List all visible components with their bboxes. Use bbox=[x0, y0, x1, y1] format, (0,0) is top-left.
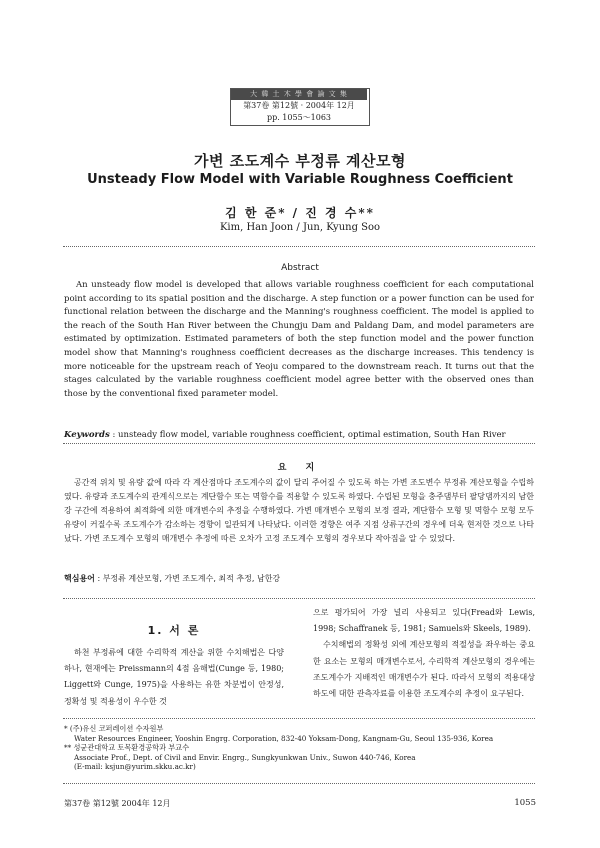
footnote-2-english: Associate Prof., Dept. of Civil and Envir. Engrg., Sungkyunkwan Univ., Suwon 440-746, Korea bbox=[74, 752, 416, 762]
footer-divider bbox=[63, 783, 535, 784]
korean-abstract-text: 공간적 위치 및 유량 값에 따라 각 계산점마다 조도계수의 값이 달리 주어질 수 있도록 하는 가변 조도변수 부정류 계산모형을 수립하였다. 유량과 조도계수의 관계식으로는 계단함수 또는 멱함수를 적용할 수 있도록 하였다. 수립된 모형을 충주댐부터 팔당댐까지의 남한강 구간에 적용하여 최적화에 의한 매개변수의 추정을 수행하였다. 가변 매개변수 모형의 보정 결과, 계단함수 모형 및 멱함수 모형 모두 유량이 커질수록 조도계수가 감소하는 경향이 일관되게 나타났다. 이러한 경향은 여주 지점 상류구간의 경우에 더욱 현저한 것으로 나타났다. 가변 조도계수 모형의 매개변수 추정에 따른 오차가 고정 조도계수 모형의 경우보다 작아짐을 알 수 있었다. bbox=[64, 478, 534, 544]
intro-paragraph-2: 수치해법의 정확성 외에 계산모형의 적절성을 좌우하는 중요한 요소는 모형의 매개변수로서, 수리학적 계산모형의 경우에는 조도계수가 지배적인 매개변수가 된다. 따라서 모형의 적용대상 하도에 대한 관측자료를 이용한 조도계수의 추정이 요구된다. bbox=[313, 640, 535, 699]
keywords-line bbox=[64, 429, 534, 441]
footnote-divider bbox=[63, 718, 535, 719]
journal-name: 大 韓 土 木 學 會 論 文 集 bbox=[231, 89, 367, 100]
title-english: Unsteady Flow Model with Variable Roughness Coefficient bbox=[87, 172, 513, 187]
keywords-label: Keywords bbox=[64, 430, 110, 440]
korean-keywords-line bbox=[64, 573, 534, 585]
title-korean: 가변 조도계수 부정류 계산모형 bbox=[193, 152, 407, 170]
divider bbox=[63, 598, 535, 599]
footer-journal-issue: 第37卷 第12號 2004年 12月 bbox=[64, 799, 171, 808]
abstract-heading: Abstract bbox=[281, 263, 319, 273]
journal-pages: pp. 1055～1063 bbox=[266, 113, 332, 122]
journal-volume-issue: 第37卷 第12號 · 2004年 12月 bbox=[243, 101, 355, 110]
authors-korean: 김 한 준* / 진 경 수** bbox=[225, 206, 375, 220]
footnote-1-english: Water Resources Engineer, Yooshin Engrg. Corporation, 832-40 Yoksam-Dong, Kangnam-Gu, Seoul 135-936, Korea bbox=[74, 733, 494, 743]
divider bbox=[63, 246, 535, 247]
korean-keywords-text: : 부정류 계산모형, 가변 조도계수, 최적 추정, 남한강 bbox=[94, 574, 281, 583]
footnote-2-korean: ** 성균관대학교 토목환경공학과 부교수 bbox=[64, 743, 190, 753]
keywords-text: : unsteady flow model, variable roughness coefficient, optimal estimation, South Han River bbox=[109, 430, 506, 440]
page-number: 1055 bbox=[514, 798, 536, 808]
divider bbox=[63, 443, 535, 444]
left-column bbox=[64, 645, 284, 710]
korean-keywords-label: 핵심용어 bbox=[64, 574, 95, 583]
korean-abstract-body bbox=[64, 476, 534, 546]
footnote-2-email: (E-mail: ksjun@yurim.skku.ac.kr) bbox=[74, 762, 196, 772]
intro-paragraph: 하천 부정류에 대한 수리학적 계산을 위한 수치해법은 다양하나, 현재에는 Preissmann의 4점 음해법(Cunge 등, 1980; Liggett와 Cunge, 1975)을 사용하는 유한 차분법이 안정성, 정확성 및 적용성이 우수한 것 bbox=[64, 648, 284, 706]
abstract-body bbox=[64, 279, 534, 401]
korean-abstract-heading: 요 지 bbox=[277, 463, 323, 473]
footnote-1-korean: * (주)유신 코퍼레이션 수자원부 bbox=[64, 724, 164, 733]
footnotes bbox=[64, 724, 536, 772]
intro-continued: 으로 평가되어 가장 널리 사용되고 있다(Fread와 Lewis, 1998; Schaffranek 등, 1981; Samuels와 Skeels, 1989). bbox=[313, 608, 535, 634]
right-column bbox=[313, 605, 535, 702]
section-heading: 1. 서 론 bbox=[147, 624, 201, 637]
abstract-text: An unsteady flow model is developed that allows variable roughness coefficient for each computational point according to its spatial position and the discharge. A step function or a power function can be used for functional relation between the discharge and the Manning's roughness coefficient. The model is applied to the reach of the South Han River between the Chungju Dam and Paldang Dam, and model parameters are estimated by optimization. Estimated parameters of both the step function model and the power function model show that Manning's roughness coefficient decreases as the discharge increases. This tendency is more noticeable for the upstream reach of Yeoju compared to the downstream reach. It turns out that the stages calculated by the variable roughness coefficient model agree better with the observed ones than those by the conventional fixed parameter model. bbox=[64, 280, 534, 399]
authors-english: Kim, Han Joon / Jun, Kyung Soo bbox=[219, 222, 381, 233]
